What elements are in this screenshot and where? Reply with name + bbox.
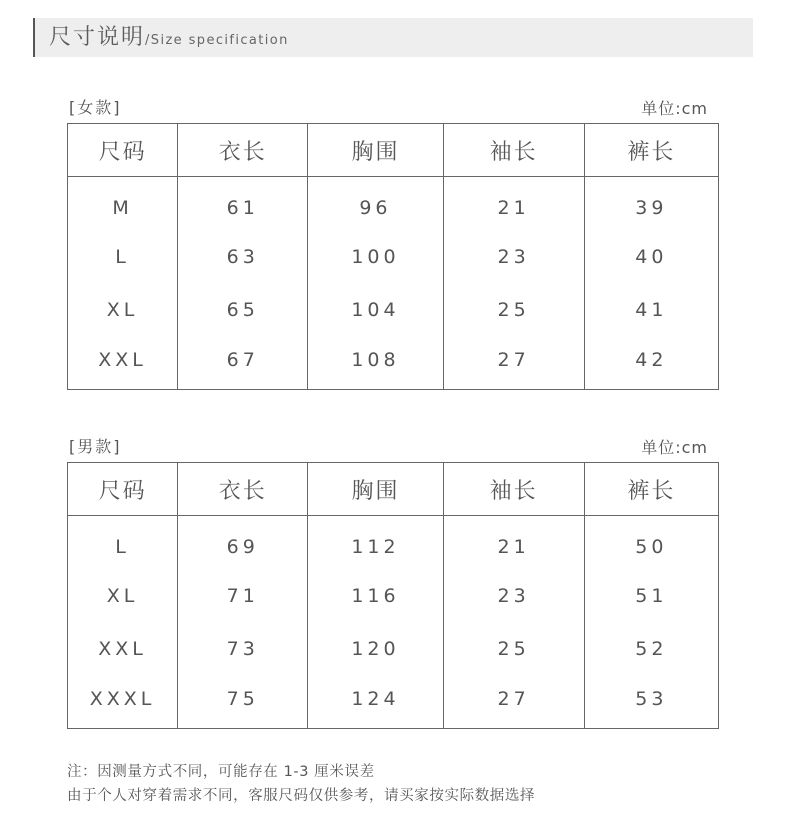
table-row xyxy=(68,230,719,283)
cell-pants: 50 xyxy=(584,516,718,570)
cell-length: 61 xyxy=(178,177,308,231)
header-size: 尺码 xyxy=(68,463,178,516)
header-chest: 胸围 xyxy=(308,463,443,516)
cell-size: L xyxy=(68,230,178,283)
cell-length: 73 xyxy=(178,622,308,675)
header-length: 衣长 xyxy=(178,463,308,516)
cell-size: XXXL xyxy=(68,675,178,729)
header-size: 尺码 xyxy=(68,124,178,177)
cell-length: 75 xyxy=(178,675,308,729)
notes xyxy=(67,760,535,808)
table-row xyxy=(68,569,719,622)
cell-pants: 52 xyxy=(584,622,718,675)
cell-chest: 112 xyxy=(308,516,443,570)
header-pants: 裤长 xyxy=(584,463,718,516)
cell-length: 71 xyxy=(178,569,308,622)
header-sleeve: 袖长 xyxy=(443,124,584,177)
cell-sleeve: 23 xyxy=(443,230,584,283)
cell-sleeve: 21 xyxy=(443,177,584,231)
cell-chest: 120 xyxy=(308,622,443,675)
women-size-table xyxy=(67,123,719,390)
men-unit-label: 单位:cm xyxy=(641,438,708,457)
cell-size: XL xyxy=(68,283,178,336)
cell-length: 67 xyxy=(178,336,308,390)
page-title-text: 尺寸说明 xyxy=(49,25,146,50)
cell-length: 65 xyxy=(178,283,308,336)
table-row xyxy=(68,177,719,231)
cell-pants: 53 xyxy=(584,675,718,729)
note-size-reference: 由于个人对穿着需求不同，客服尺码仅供参考，请买家按实际数据选择 xyxy=(67,788,536,804)
cell-pants: 42 xyxy=(584,336,718,390)
table-row xyxy=(68,516,719,570)
table-header-row xyxy=(68,463,719,516)
cell-size: XL xyxy=(68,569,178,622)
cell-pants: 40 xyxy=(584,230,718,283)
header-accent-bar xyxy=(33,18,35,57)
header-chest: 胸围 xyxy=(308,124,443,177)
table-row xyxy=(68,336,719,390)
page-subtitle: /Size specification xyxy=(145,33,289,48)
men-size-table xyxy=(67,462,719,729)
cell-size: XXL xyxy=(68,622,178,675)
table-row xyxy=(68,283,719,336)
cell-pants: 51 xyxy=(584,569,718,622)
cell-chest: 124 xyxy=(308,675,443,729)
cell-sleeve: 25 xyxy=(443,622,584,675)
header-length: 衣长 xyxy=(178,124,308,177)
cell-chest: 100 xyxy=(308,230,443,283)
cell-length: 69 xyxy=(178,516,308,570)
table-row xyxy=(68,622,719,675)
cell-chest: 116 xyxy=(308,569,443,622)
cell-size: L xyxy=(68,516,178,570)
cell-size: XXL xyxy=(68,336,178,390)
table-header-row xyxy=(68,124,719,177)
table-row xyxy=(68,675,719,729)
header-sleeve: 袖长 xyxy=(443,463,584,516)
cell-sleeve: 23 xyxy=(443,569,584,622)
cell-pants: 39 xyxy=(584,177,718,231)
cell-pants: 41 xyxy=(584,283,718,336)
cell-chest: 96 xyxy=(308,177,443,231)
women-unit-label: 单位:cm xyxy=(641,99,708,118)
header-pants: 裤长 xyxy=(584,124,718,177)
cell-sleeve: 27 xyxy=(443,675,584,729)
note-measurement-error: 注：因测量方式不同，可能存在 1-3 厘米误差 xyxy=(67,764,375,780)
page-header xyxy=(33,18,753,57)
cell-chest: 108 xyxy=(308,336,443,390)
men-section-label: [男款] xyxy=(69,437,122,456)
page-title xyxy=(49,22,289,57)
cell-chest: 104 xyxy=(308,283,443,336)
cell-sleeve: 27 xyxy=(443,336,584,390)
cell-length: 63 xyxy=(178,230,308,283)
women-section-label: [女款] xyxy=(69,98,122,117)
cell-size: M xyxy=(68,177,178,231)
cell-sleeve: 21 xyxy=(443,516,584,570)
cell-sleeve: 25 xyxy=(443,283,584,336)
